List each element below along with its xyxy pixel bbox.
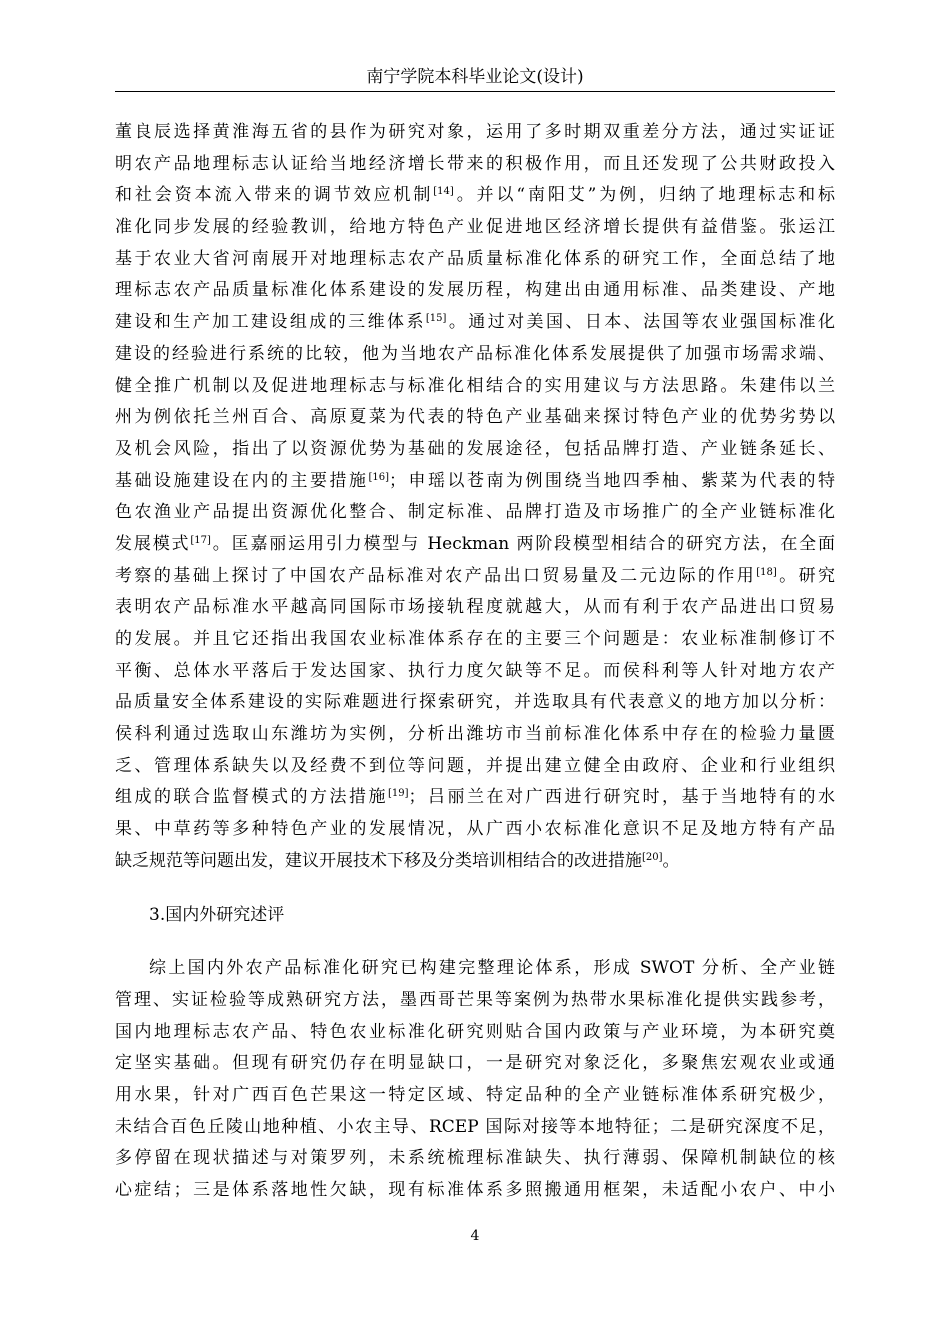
text-line: 乏、管理体系缺失以及经费不到位等问题，并提出建立健全由政府、企业和行业组织	[115, 755, 835, 776]
text-line: 理标志农产品质量标准化体系建设的发展历程，构建出由通用标准、品类建设、产地	[115, 280, 835, 301]
text-segment: 。研究	[776, 565, 835, 586]
text-line	[115, 307, 835, 339]
text-line: 平衡、总体水平落后于发达国家、执行力度欠缺等不足。而侯科利等人针对地方农产	[115, 660, 835, 681]
text-line	[115, 846, 835, 878]
text-line: 用水果，针对广西百色芒果这一特定区域、特定品种的全产业链标准体系研究极少，	[115, 1084, 835, 1105]
citation-18: [18]	[756, 566, 777, 578]
text-line: 国内地理标志农产品、特色农业标准化研究则贴合国内政策与产业环境，为本研究奠	[115, 1021, 835, 1042]
text-segment: 组成的联合监督模式的方法措施	[115, 787, 388, 808]
citation-17: [17]	[190, 534, 211, 546]
page-number: 4	[470, 1228, 480, 1244]
text-segment: 发展模式	[115, 533, 191, 554]
text-line: 准化同步发展的经验教训，给地方特色产业促进地区经济增长提供有益借鉴。张运江	[115, 217, 835, 238]
text-line: 建设的经验进行系统的比较，他为当地农产品标准化体系发展提供了加强市场需求端、	[115, 343, 835, 364]
text-line: 管理、实证检验等成熟研究方法，墨西哥芒果等案例为热带水果标准化提供实践参考，	[115, 989, 835, 1010]
text-line: 综上国内外农产品标准化研究已构建完整理论体系，形成 SWOT 分析、全产业链	[149, 958, 835, 979]
text-segment: 建设和生产加工建设组成的三维体系	[115, 312, 426, 333]
citation-16: [16]	[368, 471, 390, 483]
document-body	[115, 117, 835, 1207]
text-line: 的发展。并且它还指出我国农业标准体系存在的主要三个问题是：农业标准制修订不	[115, 629, 835, 649]
text-line: 表明农产品标准水平越高同国际市场接轨程度就越大，从而有利于农产品进出口贸易	[115, 597, 835, 618]
text-line	[115, 466, 835, 498]
text-line: 侯科利通过选取山东潍坊为实例，分析出潍坊市当前标准化体系中存在的检验力量匮	[115, 724, 835, 745]
text-line: 心症结；三是体系落地性欠缺，现有标准体系多照搬通用框架，未适配小农户、中小	[115, 1180, 835, 1200]
text-line: 基于农业大省河南展开对地理标志农产品质量标准化体系的研究工作，全面总结了地	[115, 248, 835, 269]
text-line	[115, 561, 835, 593]
header-rule	[115, 91, 835, 92]
text-line: 定坚实基础。但现有研究仍存在明显缺口，一是研究对象泛化，多聚焦宏观农业或通	[115, 1053, 835, 1074]
paragraph-review-summary	[115, 953, 835, 1207]
citation-20: [20]	[642, 851, 663, 863]
text-line: 未结合百色丘陵山地种植、小农主导、RCEP 国际对接等本地特征；二是研究深度不足，	[115, 1116, 835, 1137]
text-line: 健全推广机制以及促进地理标志与标准化相结合的实用建议与方法思路。朱建伟以兰	[115, 375, 835, 396]
text-line	[115, 180, 835, 212]
text-segment: 缺乏规范等问题出发，建议开展技术下移及分类培训相结合的改进措施	[115, 850, 642, 871]
text-line	[115, 529, 835, 561]
section-heading: 3.国内外研究述评	[149, 904, 285, 925]
text-segment: ；吕丽兰在对广西进行研究时，基于当地特有的水	[408, 787, 835, 808]
text-line: 多停留在现状描述与对策罗列，未系统梳理标准缺失、执行薄弱、保障机制缺位的核	[115, 1148, 835, 1169]
paragraph-spacing	[115, 878, 835, 900]
running-header: 南宁学院本科毕业论文(设计)	[366, 67, 584, 87]
text-segment: 基础设施建设在内的主要措施	[115, 470, 369, 491]
text-segment: 。并以“南阳艾”为例，归纳了地理标志和标	[453, 185, 835, 206]
text-segment: 。匡嘉丽运用引力模型与 Heckman 两阶段模型相结合的研究方法，在全面	[210, 533, 835, 554]
text-segment: ；申瑶以苍南为例围绕当地四季柚、紫菜为代表的特	[389, 470, 835, 491]
text-line: 明农产品地理标志认证给当地经济增长带来的积极作用，而且还发现了公共财政投入	[115, 153, 835, 174]
citation-15: [15]	[425, 313, 447, 325]
text-segment: 。	[662, 850, 680, 871]
text-line: 果、中草药等多种特色产业的发展情况，从广西小农标准化意识不足及地方特有产品	[115, 819, 835, 840]
paragraph-literature-review	[115, 117, 835, 878]
text-segment: 。通过对美国、日本、法国等农业强国标准化	[446, 312, 835, 333]
text-line: 及机会风险，指出了以资源优势为基础的发展途径，包括品牌打造、产业链条延长、	[115, 438, 835, 459]
citation-14: [14]	[433, 186, 454, 198]
text-segment: 和社会资本流入带来的调节效应机制	[115, 185, 434, 206]
citation-19: [19]	[388, 788, 409, 800]
text-line: 州为例依托兰州百合、高原夏菜为代表的特色产业基础来探讨特色产业的优势劣势以	[115, 407, 835, 428]
text-line: 色农渔业产品提出资源优化整合、制定标准、品牌打造及市场推广的全产业链标准化	[115, 502, 835, 523]
text-segment: 考察的基础上探讨了中国农产品标准对农产品出口贸易量及二元边际的作用	[115, 565, 757, 586]
text-line: 品质量安全体系建设的实际难题进行探索研究，并选取具有代表意义的地方加以分析：	[115, 692, 835, 713]
text-line	[115, 782, 835, 814]
paragraph-spacing	[115, 931, 835, 953]
text-line: 董良辰选择黄淮海五省的县作为研究对象，运用了多时期双重差分方法，通过实证证	[115, 122, 835, 142]
